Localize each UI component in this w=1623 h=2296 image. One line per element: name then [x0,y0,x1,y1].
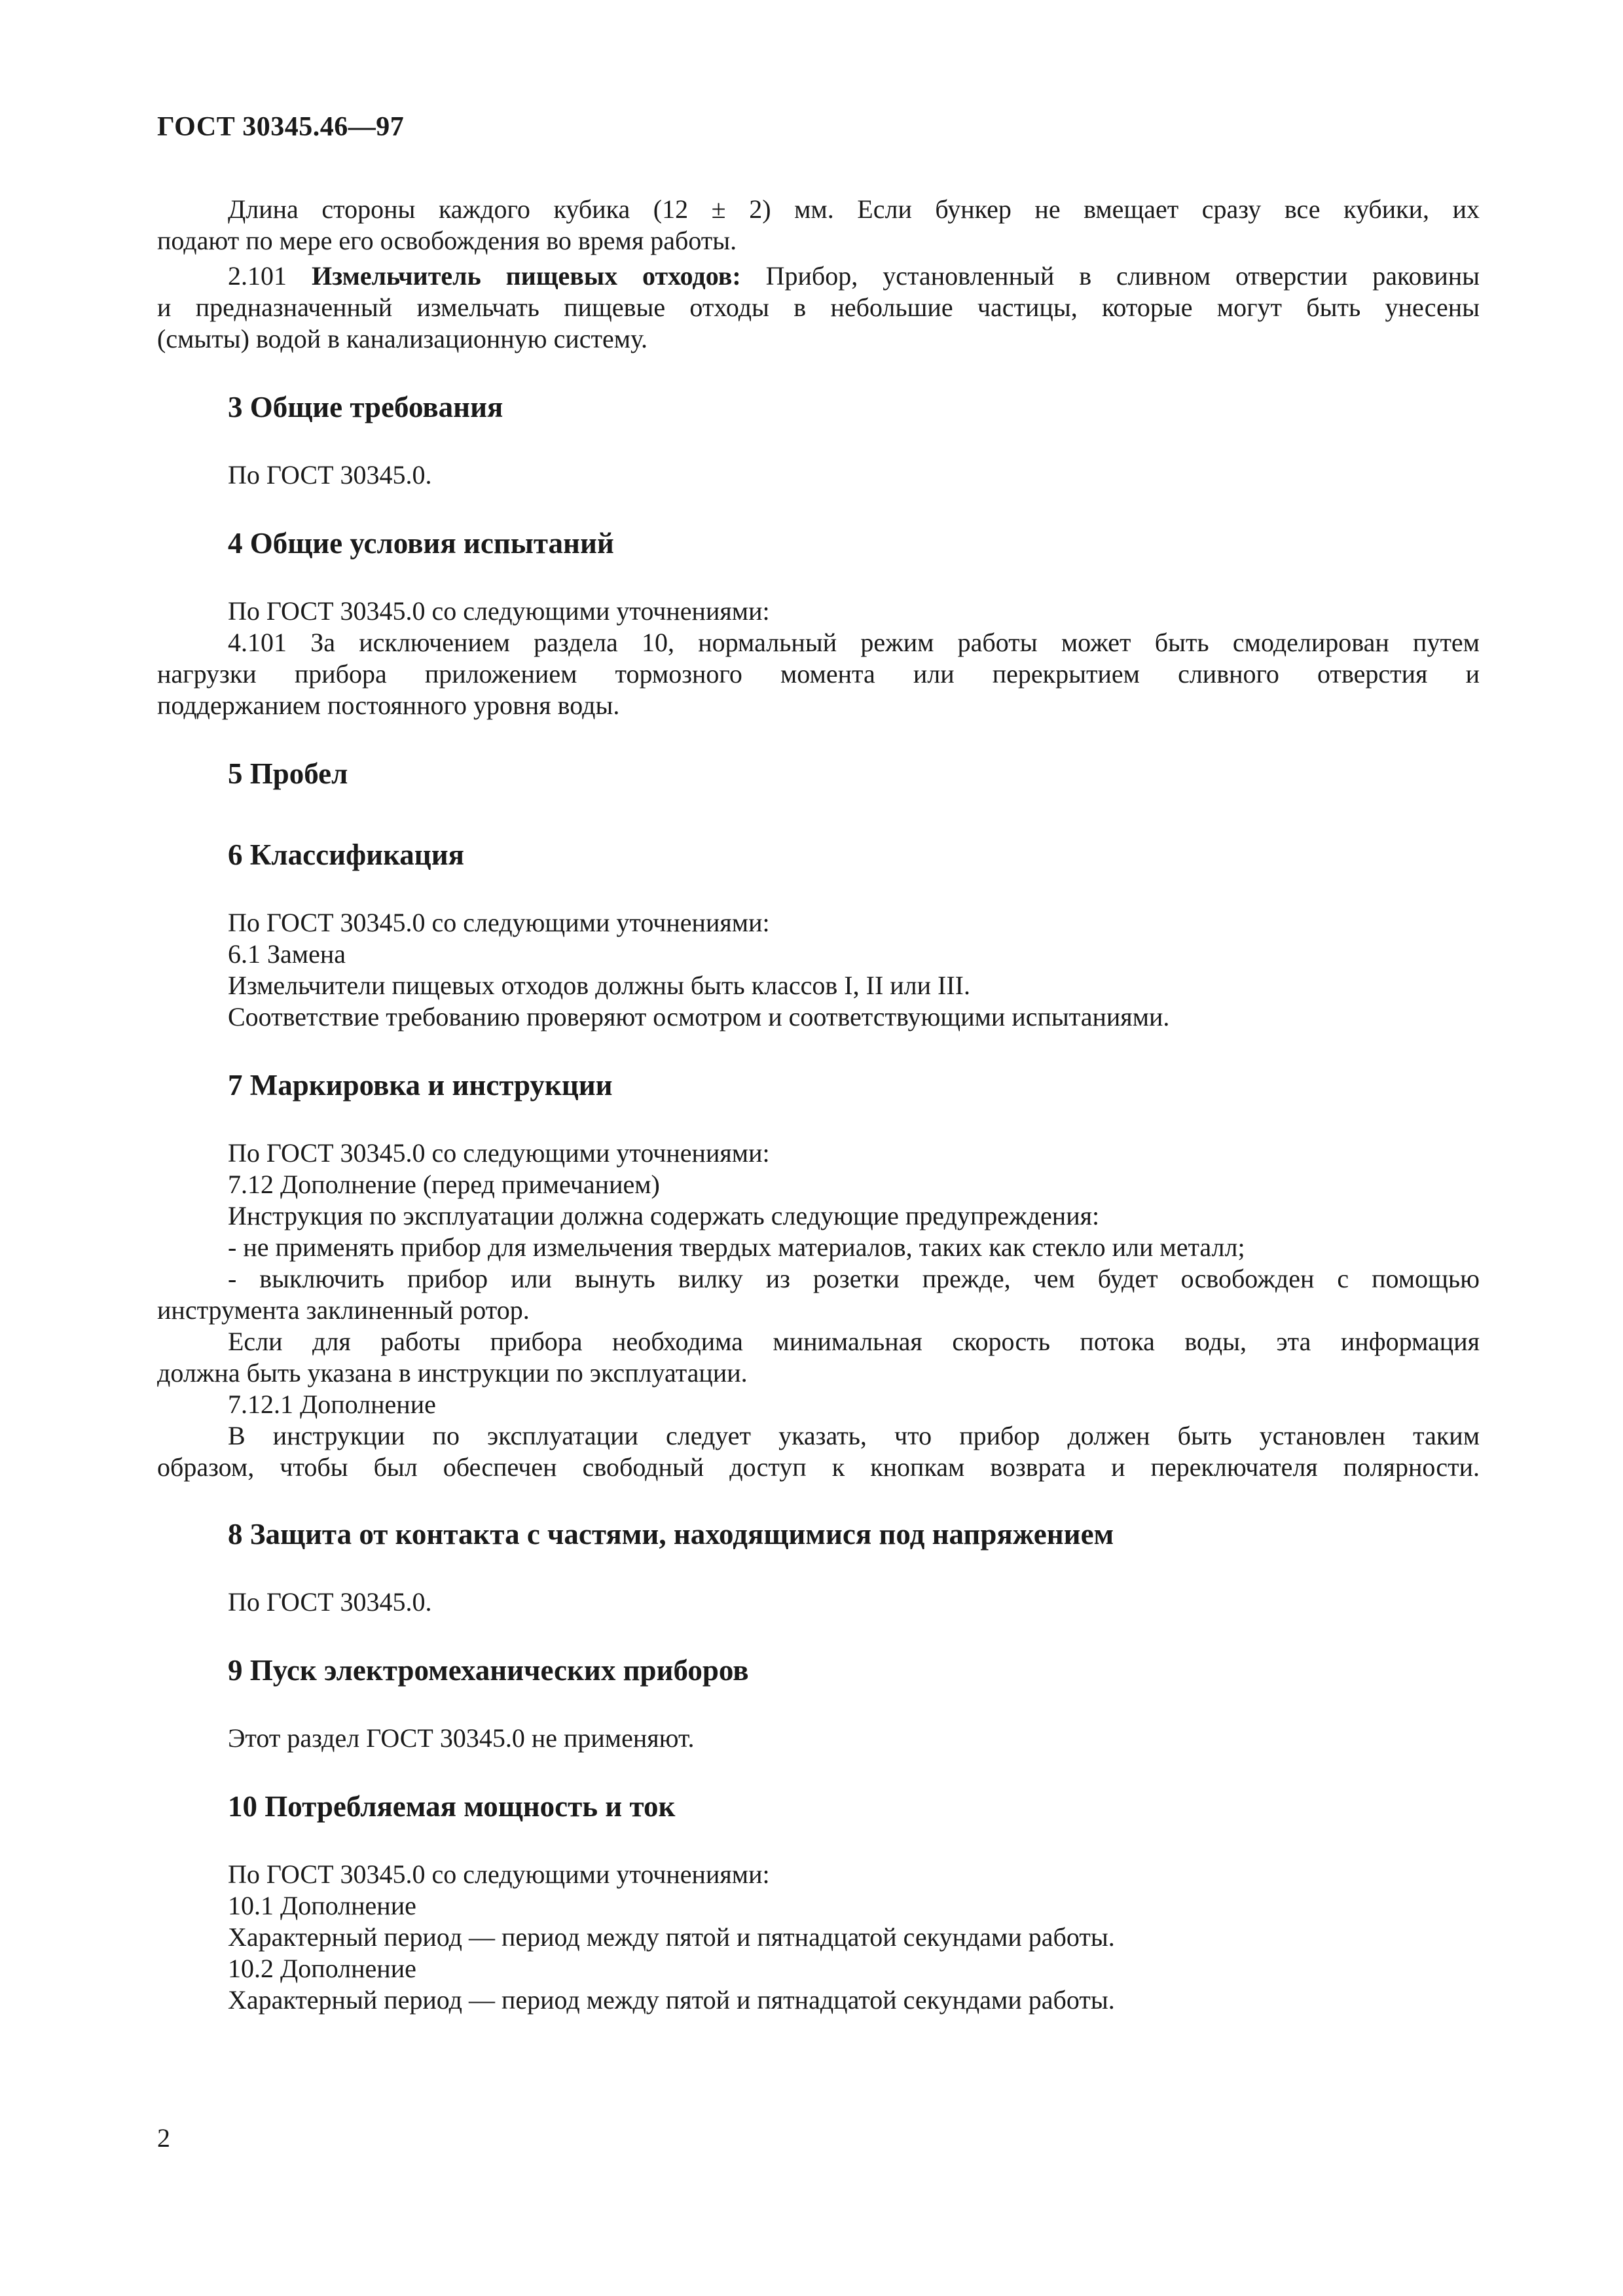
subsection-title: 10.2 Дополнение [228,1954,416,1983]
section-heading: 4 Общие условия испытаний [228,527,614,560]
section-heading: 10 Потребляемая мощность и ток [228,1790,676,1823]
section-line: В инструкции по эксплуатации следует указать, что прибор должен быть установлен таким [228,1421,1480,1450]
subsection-title: 6.1 Замена [228,939,346,969]
intro-line: подают по мере его освобождения во время работы. [157,226,737,255]
running-title: ГОСТ 30345.46—97 [157,112,405,142]
section-lead: По ГОСТ 30345.0 со следующими уточнениями: [228,596,770,626]
section-heading: 7 Маркировка и инструкции [228,1069,613,1102]
section-heading: 6 Классификация [228,838,465,871]
warning-line: - выключить прибор или вынуть вилку из розетки прежде, чем будет освобожден с помощью [228,1264,1480,1293]
section-line: Инструкция по эксплуатации должна содержать следующие предупреждения: [228,1201,1100,1230]
page-number: 2 [157,2123,170,2153]
section-line: 4.101 За исключением раздела 10, нормальный режим работы может быть смоделирован путем [228,628,1480,657]
section-heading: 8 Защита от контакта с частями, находящимися под напряжением [228,1518,1114,1551]
section-line: Соответствие требованию проверяют осмотром и соответствующими испытаниями. [228,1002,1170,1031]
section-line: нагрузки прибора приложением тормозного момента или перекрытием сливного отверстия и [157,659,1480,689]
section-line: должна быть указана в инструкции по эксплуатации. [157,1358,748,1388]
warning-line: инструмента заклиненный ротор. [157,1295,530,1325]
section-lead: По ГОСТ 30345.0 со следующими уточнениями: [228,908,770,937]
definition-text: Прибор, установленный в сливном отверстии раковины [765,261,1480,291]
section-line: Характерный период — период между пятой и пятнадцатой секундами работы. [228,1985,1115,2015]
intro-line: Длина стороны каждого кубика (12 ± 2) мм. Если бункер не вмещает сразу все кубики, их [228,194,1480,224]
section-lead: По ГОСТ 30345.0 со следующими уточнениями: [228,1138,770,1168]
section-line: Если для работы прибора необходима минимальная скорость потока воды, эта информация [228,1327,1480,1356]
warning-line: - не применять прибор для измельчения твердых материалов, таких как стекло или металл; [228,1232,1245,1262]
section-line: Измельчители пищевых отходов должны быть классов I, II или III. [228,971,971,1000]
section-heading: 5 Пробел [228,757,348,790]
subsection-title: 7.12.1 Дополнение [228,1390,436,1419]
definition-line [157,260,1480,292]
definition-line: (смыты) водой в канализационную систему. [157,324,648,353]
section-text: По ГОСТ 30345.0. [228,460,432,490]
definition-line: и предназначенный измельчать пищевые отходы в небольшие частицы, которые могут быть унесены [157,293,1480,322]
section-text: По ГОСТ 30345.0. [228,1587,432,1617]
section-heading: 9 Пуск электромеханических приборов [228,1654,749,1687]
section-text: Этот раздел ГОСТ 30345.0 не применяют. [228,1723,695,1753]
definition-number: 2.101 [228,261,287,291]
section-line: поддержанием постоянного уровня воды. [157,691,620,720]
subsection-title: 10.1 Дополнение [228,1891,416,1920]
subsection-title: 7.12 Дополнение (перед примечанием) [228,1170,660,1199]
section-heading: 3 Общие требования [228,391,503,423]
section-lead: По ГОСТ 30345.0 со следующими уточнениями: [228,1859,770,1889]
definition-term: Измельчитель пищевых отходов: [311,261,741,291]
section-line: Характерный период — период между пятой и пятнадцатой секундами работы. [228,1922,1115,1952]
section-line: образом, чтобы был обеспечен свободный доступ к кнопкам возврата и переключателя полярности. [157,1452,1480,1482]
